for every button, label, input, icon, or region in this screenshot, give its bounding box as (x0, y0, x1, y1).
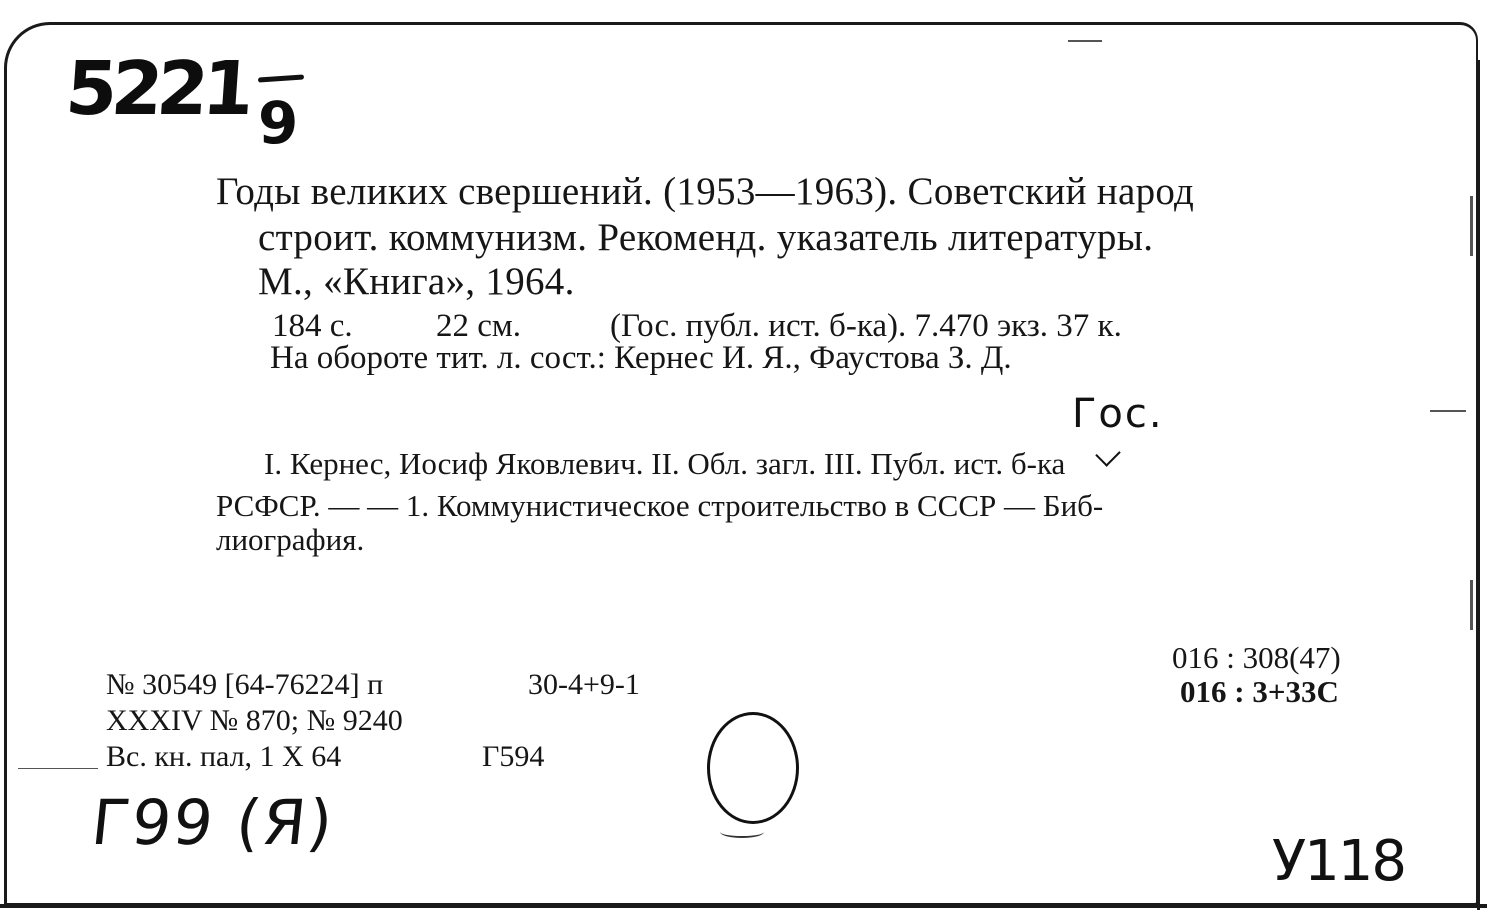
classification-1: 016 : 308(47) (1172, 640, 1341, 675)
scan-mark (1430, 410, 1466, 412)
title-line-1: Годы великих свершений. (1953—1963). Советский народ (216, 170, 1195, 213)
imprint: М., «Книга», 1964. (258, 260, 575, 303)
handwritten-number: У118 (1272, 829, 1406, 894)
scan-mark (1470, 196, 1473, 256)
scan-mark (1470, 580, 1473, 630)
order-number: № 30549 [64-76224] п (106, 668, 384, 701)
collation-series: (Гос. публ. ист. б-ка). 7.470 экз. 37 к. (610, 308, 1122, 344)
handwritten-call-number: 5221 (62, 46, 251, 132)
order-code: 30-4+9-1 (528, 668, 640, 701)
series-number: XXXIV № 870; № 9240 (106, 704, 403, 737)
handwritten-call-number-sub: 9 (258, 89, 299, 157)
scan-mark (1068, 40, 1102, 42)
tracing-line-2: РСФСР. — — 1. Коммунистическое строительство в СССР — Биб- (216, 488, 1104, 523)
tracing-line-3: лиография. (216, 522, 365, 557)
title-line-2: строит. коммунизм. Рекоменд. указатель литературы. (258, 216, 1154, 259)
scan-mark (18, 768, 98, 769)
book-chamber-code: Г594 (482, 740, 545, 773)
tracing-line-1: I. Кернес, Иосиф Яковлевич. II. Обл. загл. III. Публ. ист. б-ка (264, 446, 1066, 481)
handwritten-shelf-mark: Г99 (Я) (88, 786, 338, 859)
book-chamber: Вс. кн. пал, 1 X 64 (106, 740, 342, 773)
collation-pages: 184 с. (272, 308, 353, 344)
collation-size: 22 см. (436, 308, 522, 344)
stamp-underline (720, 826, 764, 838)
card-bottom-edge (0, 904, 1487, 908)
handwritten-insert: Гос. (1072, 391, 1164, 437)
stamp-circle-icon (707, 712, 799, 824)
card-right-edge (1477, 60, 1480, 910)
classification-2: 016 : 3+33С (1180, 674, 1339, 709)
compilers-note: На обороте тит. л. сост.: Кернес И. Я., Фаустова З. Д. (270, 340, 1012, 376)
